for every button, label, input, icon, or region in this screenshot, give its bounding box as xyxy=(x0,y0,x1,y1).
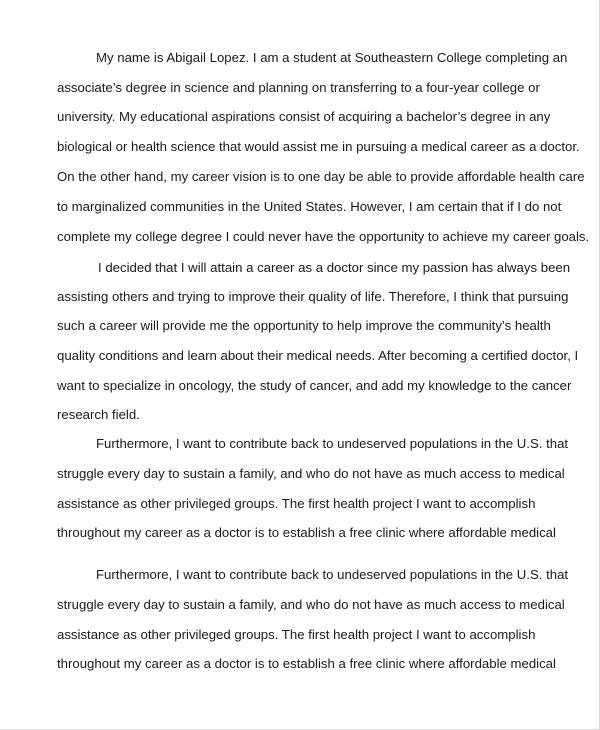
paragraph-3-line-1: Furthermore, I want to contribute back to undeserved populations in the U.S. that xyxy=(96,436,569,451)
paragraph-2-line-5: want to specialize in oncology, the study of cancer, and add my knowledge to the cancer xyxy=(57,378,572,393)
paragraph-1-line-7: complete my college degree I could never have the opportunity to achieve my career goals. xyxy=(57,229,590,244)
paragraph-2-line-2: assisting others and trying to improve their quality of life. Therefore, I think that pursuing xyxy=(57,289,569,304)
paragraph-1-line-6: to marginalized communities in the United States. However, I am certain that if I do not xyxy=(57,199,562,214)
paragraph-4-line-3: assistance as other privileged groups. The first health project I want to accomplish xyxy=(57,627,536,642)
paragraph-3-line-3: assistance as other privileged groups. The first health project I want to accomplish xyxy=(57,496,536,511)
paragraph-1-line-2: associate’s degree in science and planning on transferring to a four-year college or xyxy=(57,80,540,95)
paragraph-2-line-3: such a career will provide me the opportunity to help improve the community’s health xyxy=(57,318,551,333)
paragraph-2-line-6: research field. xyxy=(57,407,140,422)
paragraph-4-line-1: Furthermore, I want to contribute back to undeserved populations in the U.S. that xyxy=(96,567,569,582)
paragraph-2-line-1: I decided that I will attain a career as a doctor since my passion has always been xyxy=(98,260,571,275)
paragraph-4-line-2: struggle every day to sustain a family, and who do not have as much access to medical xyxy=(57,597,565,612)
paragraph-3-line-4: throughout my career as a doctor is to establish a free clinic where affordable medical xyxy=(57,525,556,540)
paragraph-1-line-4: biological or health science that would assist me in pursuing a medical career as a doctor. xyxy=(57,139,580,154)
paragraph-1-line-5: On the other hand, my career vision is to one day be able to provide affordable health care xyxy=(57,169,585,184)
paragraph-2-line-4: quality conditions and learn about their medical needs. After becoming a certified doctor, I xyxy=(57,348,579,363)
paragraph-3-line-2: struggle every day to sustain a family, and who do not have as much access to medical xyxy=(57,466,565,481)
paragraph-1-line-3: university. My educational aspirations consist of acquiring a bachelor’s degree in any xyxy=(57,109,551,124)
paragraph-4-line-4: throughout my career as a doctor is to establish a free clinic where affordable medical xyxy=(57,656,556,671)
paragraph-1-line-1: My name is Abigail Lopez. I am a student at Southeastern College completing an xyxy=(96,50,568,65)
